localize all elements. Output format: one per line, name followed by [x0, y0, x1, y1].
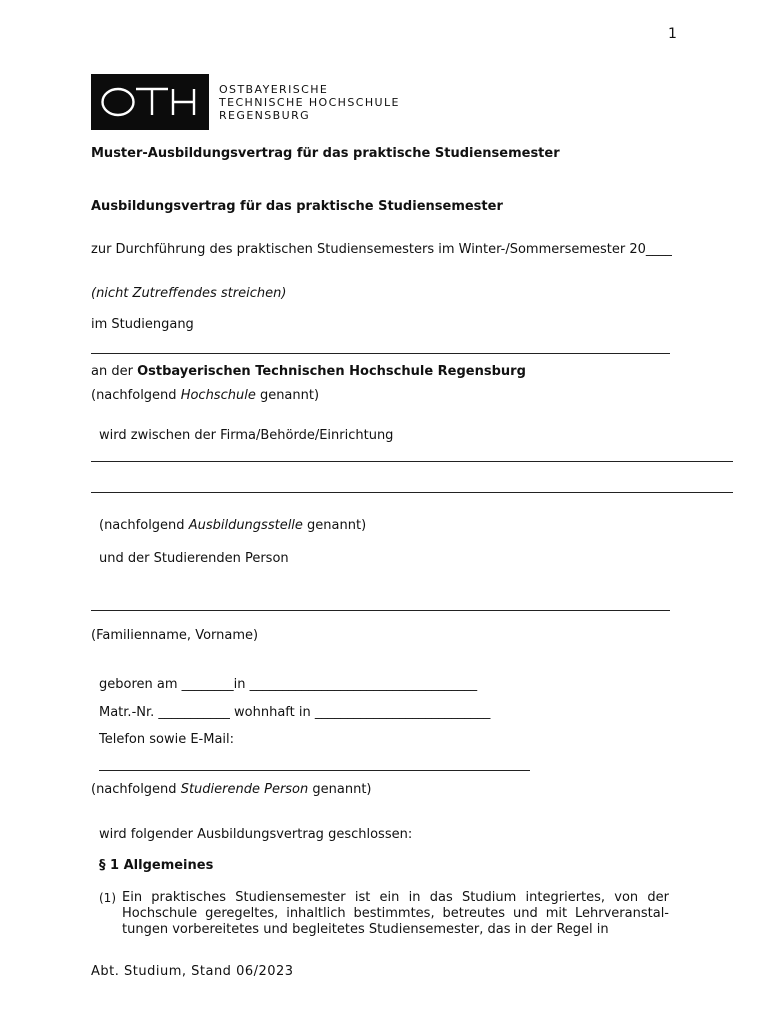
name-label: (Familienname, Vorname): [91, 628, 259, 643]
hochschule-name: Ostbayerischen Technischen Hochschule Regensburg: [137, 364, 526, 379]
studiengang-line: [91, 353, 670, 354]
note-close: genannt): [255, 388, 320, 403]
list-item-text: Ein praktisches Studiensemester ist ein in das Studium integriertes, von der Hochschule geregeltes, inhaltlich bestimmtes, betreutes und mit Lehrveranstal-tungen vorbereitetes und begleitetes Studiensemester, das in der Regel in: [122, 890, 669, 937]
logo-line: TECHNISCHE HOCHSCHULE: [219, 96, 400, 109]
studierende-note: [91, 782, 372, 797]
logo-wordmark: [219, 83, 400, 122]
studierende-label: und der Studierenden Person: [99, 551, 289, 566]
hochschule-prefix: an der: [91, 364, 138, 379]
hochschule-note: [91, 388, 319, 403]
note-close: genannt): [302, 518, 367, 533]
matr-line: Matr.-Nr. ___________ wohnhaft in ___________________________: [99, 705, 491, 720]
firma-line-2: [91, 492, 733, 493]
note-italic: Ausbildungsstelle: [188, 518, 303, 533]
note-italic: Hochschule: [180, 388, 256, 403]
list-item-number: (1): [99, 891, 116, 905]
telefon-label: Telefon sowie E-Mail:: [99, 732, 235, 747]
note-close: genannt): [308, 782, 372, 797]
vertrag-text: wird folgender Ausbildungsvertrag geschlossen:: [99, 827, 413, 842]
firma-label: wird zwischen der Firma/Behörde/Einrichtung: [99, 428, 394, 443]
semester-text: zur Durchführung des praktischen Studiensemesters im Winter-/Sommersemester 20____: [91, 242, 672, 257]
oth-logo-mark: [91, 74, 209, 130]
studiengang-label: im Studiengang: [91, 317, 194, 332]
hint-text: (nicht Zutreffendes streichen): [91, 286, 287, 301]
note-open: (nachfolgend: [99, 518, 189, 533]
geboren-line: geboren am ________in ___________________________________: [99, 677, 478, 692]
ausbildungsstelle-note: [99, 518, 366, 533]
section-title: § 1 Allgemeines: [99, 858, 214, 873]
note-open: (nachfolgend: [91, 388, 181, 403]
note-italic: Studierende Person: [180, 782, 309, 797]
footer-text: Abt. Studium, Stand 06/2023: [91, 964, 294, 979]
page-number: 1: [668, 26, 677, 42]
firma-line-1: [91, 461, 733, 462]
telefon-line: [99, 770, 530, 771]
logo-line: REGENSBURG: [219, 109, 311, 122]
logo-line: OSTBAYERISCHE: [219, 83, 329, 96]
hochschule-line: [91, 364, 526, 379]
document-heading: Muster-Ausbildungsvertrag für das praktische Studiensemester: [91, 146, 560, 161]
name-line: [91, 610, 670, 611]
contract-title: Ausbildungsvertrag für das praktische Studiensemester: [91, 199, 503, 214]
oth-logo: [91, 74, 209, 130]
note-open: (nachfolgend: [91, 782, 181, 797]
